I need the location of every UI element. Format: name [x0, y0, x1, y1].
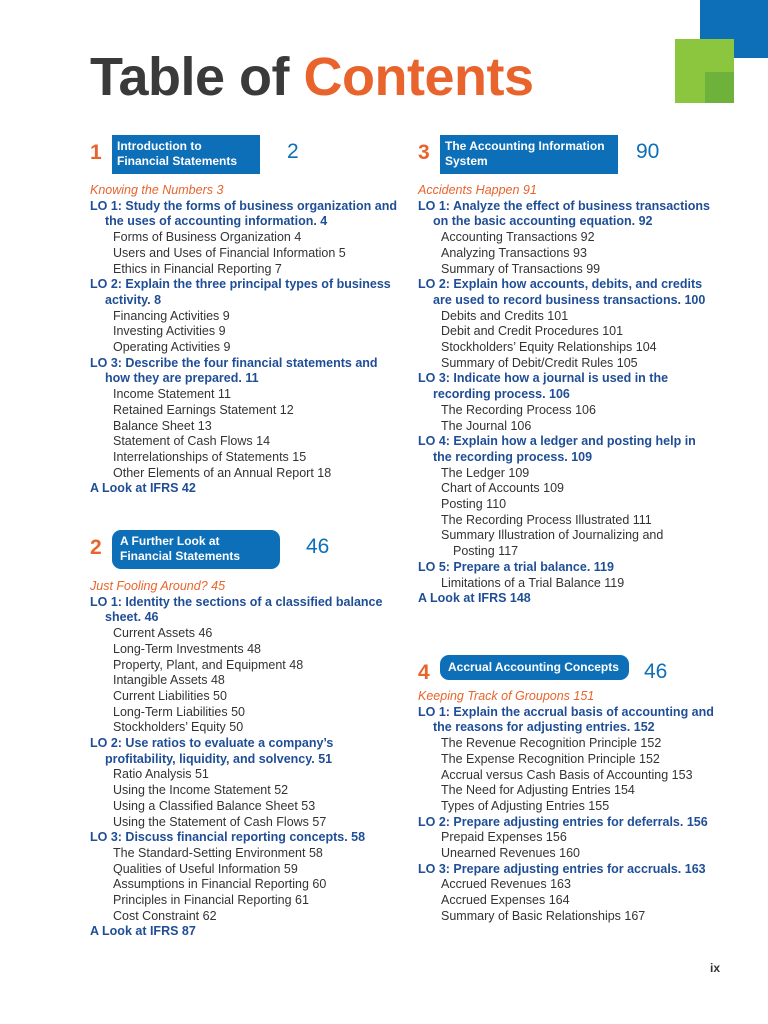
chapter-1-page: 2 — [287, 140, 299, 163]
toc-entry[interactable]: Statement of Cash Flows 14 — [113, 434, 271, 449]
page-number: ix — [710, 961, 721, 975]
learning-objective[interactable]: LO 3: Prepare adjusting entries for accruals. 163 — [418, 861, 706, 876]
toc-entry[interactable]: Retained Earnings Statement 12 — [113, 402, 294, 417]
feature-story[interactable]: Just Fooling Around? 45 — [90, 579, 226, 593]
toc-entry[interactable]: Debit and Credit Procedures 101 — [441, 324, 624, 339]
toc-entry[interactable]: Prepaid Expenses 156 — [441, 830, 567, 845]
learning-objective[interactable]: LO 2: Explain the three principal types of business activity. 8 — [90, 277, 391, 307]
learning-objective[interactable]: LO 4: Explain how a ledger and posting help in the recording process. 109 — [418, 434, 696, 464]
toc-entry[interactable]: Principles in Financial Reporting 61 — [113, 893, 309, 908]
toc-entry[interactable]: Analyzing Transactions 93 — [441, 245, 587, 260]
chapter-3 — [418, 135, 718, 607]
toc-entry[interactable]: Long-Term Liabilities 50 — [113, 704, 246, 719]
learning-objective[interactable]: LO 2: Explain how accounts, debits, and credits are used to record business transactions. 100 — [418, 277, 706, 307]
page-title — [90, 44, 534, 110]
toc-entry-continuation: Posting 117 — [453, 544, 519, 559]
chapter-3-number: 3 — [418, 141, 430, 164]
toc-entry[interactable]: Users and Uses of Financial Information 5 — [113, 245, 346, 260]
learning-objective[interactable]: LO 2: Prepare adjusting entries for deferrals. 156 — [418, 814, 708, 829]
toc-entry[interactable]: Financing Activities 9 — [113, 308, 230, 323]
learning-objective[interactable]: LO 3: Indicate how a journal is used in the recording process. 106 — [418, 371, 669, 402]
ifrs-link[interactable]: A Look at IFRS 87 — [90, 924, 196, 939]
chapter-2-number: 2 — [90, 536, 102, 559]
toc-entry[interactable]: Summary of Basic Relationships 167 — [441, 908, 646, 923]
toc-entry-line: Summary Illustration of Journalizing and — [441, 528, 664, 543]
chapter-1-entries — [90, 183, 400, 497]
toc-entry[interactable]: Interrelationships of Statements 15 — [113, 449, 307, 464]
feature-story[interactable]: Accidents Happen 91 — [418, 183, 537, 197]
toc-entry[interactable]: Other Elements of an Annual Report 18 — [113, 465, 332, 480]
toc-entry[interactable]: Posting 110 — [441, 497, 507, 512]
toc-entry[interactable]: Balance Sheet 13 — [113, 418, 212, 433]
toc-entry[interactable]: Income Statement 11 — [113, 387, 231, 402]
toc-entry[interactable]: Ratio Analysis 51 — [113, 767, 209, 782]
ifrs-link[interactable]: A Look at IFRS 148 — [418, 591, 531, 606]
toc-entry[interactable]: Assumptions in Financial Reporting 60 — [113, 877, 327, 892]
feature-story[interactable]: Knowing the Numbers 3 — [90, 183, 224, 197]
chapter-4-header — [418, 655, 718, 687]
toc-entry[interactable]: Ethics in Financial Reporting 7 — [113, 261, 282, 276]
title-part-2: Contents — [303, 47, 534, 107]
toc-entry[interactable]: Operating Activities 9 — [113, 340, 231, 355]
chapter-4-page: 46 — [644, 660, 668, 683]
toc-entry[interactable]: The Recording Process Illustrated 111 — [441, 512, 652, 527]
toc-entry[interactable]: Limitations of a Trial Balance 119 — [441, 575, 625, 590]
chapter-3-entries — [418, 183, 718, 607]
toc-entry[interactable]: Accounting Transactions 92 — [441, 230, 595, 245]
toc-entry[interactable]: Investing Activities 9 — [113, 324, 226, 339]
toc-entry[interactable]: Summary of Debit/Credit Rules 105 — [441, 355, 638, 370]
toc-entry[interactable]: Unearned Revenues 160 — [441, 846, 580, 861]
toc-entry[interactable]: Current Liabilities 50 — [113, 688, 227, 703]
toc-entry[interactable]: The Expense Recognition Principle 152 — [441, 751, 660, 766]
toc-entry[interactable]: The Journal 106 — [441, 418, 532, 433]
chapter-4-title[interactable]: Accrual Accounting Concepts — [440, 655, 629, 680]
toc-entry[interactable]: Using a Classified Balance Sheet 53 — [113, 798, 316, 813]
toc-entry[interactable]: Stockholders’ Equity 50 — [113, 720, 244, 735]
learning-objective[interactable]: LO 1: Explain the accrual basis of accounting and the reasons for adjusting entries. 152 — [418, 704, 714, 735]
chapter-2-page: 46 — [306, 535, 330, 558]
toc-entry[interactable]: Using the Income Statement 52 — [113, 783, 289, 798]
toc-entry[interactable]: The Recording Process 106 — [441, 402, 596, 417]
learning-objective[interactable]: LO 3: Discuss financial reporting concepts. 58 — [90, 830, 366, 845]
toc-entry[interactable]: Intangible Assets 48 — [113, 673, 225, 688]
learning-objective[interactable]: LO 3: Describe the four financial statements and how they are prepared. 11 — [90, 355, 378, 386]
chapter-3-title[interactable]: The Accounting Information System — [440, 135, 618, 174]
corner-green-dark-block — [705, 72, 734, 103]
learning-objective[interactable]: LO 1: Study the forms of business organization and the uses of accounting information. 4 — [90, 198, 397, 229]
chapter-1 — [90, 135, 400, 497]
chapter-4-entries — [418, 689, 718, 925]
toc-entry[interactable]: Forms of Business Organization 4 — [113, 230, 302, 245]
toc-entry[interactable]: Using the Statement of Cash Flows 57 — [113, 814, 327, 829]
chapter-3-page: 90 — [636, 140, 660, 163]
toc-entry[interactable] — [418, 528, 718, 559]
toc-entry[interactable]: The Revenue Recognition Principle 152 — [441, 736, 662, 751]
chapter-3-header — [418, 135, 718, 175]
toc-entry[interactable]: The Standard-Setting Environment 58 — [113, 845, 323, 860]
toc-entry[interactable]: Debits and Credits 101 — [441, 308, 569, 323]
toc-entry[interactable]: Long-Term Investments 48 — [113, 641, 261, 656]
toc-entry[interactable]: Qualities of Useful Information 59 — [113, 861, 298, 876]
learning-objective[interactable]: LO 1: Identity the sections of a classified balance sheet. 46 — [90, 594, 383, 625]
feature-story[interactable]: Keeping Track of Groupons 151 — [418, 689, 595, 703]
chapter-2-header — [90, 530, 400, 570]
title-part-1: Table of — [90, 47, 304, 107]
chapter-1-title[interactable]: Introduction to Financial Statements — [112, 135, 260, 174]
chapter-1-number: 1 — [90, 141, 102, 164]
toc-entry[interactable]: Cost Constraint 62 — [113, 908, 217, 923]
toc-entry[interactable]: The Ledger 109 — [441, 465, 530, 480]
toc-entry[interactable]: Property, Plant, and Equipment 48 — [113, 657, 304, 672]
ifrs-link[interactable]: A Look at IFRS 42 — [90, 481, 196, 496]
toc-entry[interactable]: Current Assets 46 — [113, 626, 213, 641]
chapter-1-header — [90, 135, 400, 175]
learning-objective[interactable]: LO 2: Use ratios to evaluate a company’s profitability, liquidity, and solvency. 51 — [90, 736, 334, 766]
toc-entry[interactable]: Stockholders’ Equity Relationships 104 — [441, 340, 657, 355]
toc-entry[interactable]: Accrued Revenues 163 — [441, 877, 571, 892]
learning-objective[interactable]: LO 1: Analyze the effect of business transactions on the basic accounting equation. 92 — [418, 198, 710, 229]
chapter-2 — [90, 530, 400, 940]
chapter-2-entries — [90, 579, 400, 940]
toc-entry[interactable]: The Need for Adjusting Entries 154 — [441, 783, 635, 798]
toc-entry[interactable]: Chart of Accounts 109 — [441, 481, 564, 496]
toc-entry[interactable]: Accrued Expenses 164 — [441, 893, 570, 908]
chapter-2-title[interactable]: A Further Look at Financial Statements — [112, 530, 280, 569]
toc-entry[interactable]: Summary of Transactions 99 — [441, 261, 601, 276]
toc-entry[interactable]: Types of Adjusting Entries 155 — [441, 798, 610, 813]
chapter-4 — [418, 655, 718, 925]
learning-objective[interactable]: LO 5: Prepare a trial balance. 119 — [418, 559, 614, 574]
toc-entry[interactable]: Accrual versus Cash Basis of Accounting 153 — [441, 767, 693, 782]
chapter-4-number: 4 — [418, 661, 430, 684]
